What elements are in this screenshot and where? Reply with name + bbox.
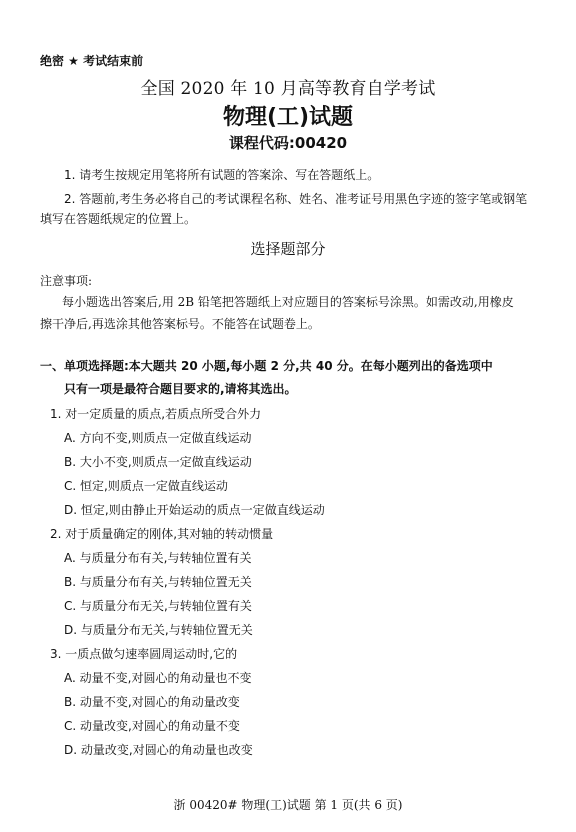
instruction-line: 填写在答题纸规定的位置上。 bbox=[40, 212, 197, 226]
option-label: B. bbox=[64, 695, 77, 709]
exam-title: 全国 2020 年 10 月高等教育自学考试 bbox=[140, 79, 436, 99]
option-text: 与质量分布有关,与转轴位置有关 bbox=[79, 551, 252, 565]
attention-title: 注意事项: bbox=[40, 274, 93, 288]
section-title: 选择题部分 bbox=[250, 240, 326, 258]
option-label: A. bbox=[64, 431, 76, 445]
question-text: 一质点做匀速率圆周运动时,它的 bbox=[65, 647, 238, 661]
answer-option bbox=[64, 693, 240, 710]
option-text: 动量不变,对圆心的角动量改变 bbox=[79, 695, 240, 709]
option-text: 动量不变,对圆心的角动量也不变 bbox=[79, 671, 252, 685]
instruction-line: 2. 答题前,考生务必将自己的考试课程名称、姓名、准考证号用黑色字迹的签字笔或钢笔 bbox=[64, 192, 528, 206]
course-code: 课程代码:00420 bbox=[228, 134, 348, 152]
answer-option bbox=[64, 717, 240, 734]
answer-option bbox=[64, 429, 251, 446]
option-label: B. bbox=[64, 575, 77, 589]
answer-option bbox=[64, 741, 253, 758]
option-text: 恒定,则质点一定做直线运动 bbox=[80, 479, 228, 493]
option-label: B. bbox=[64, 455, 77, 469]
option-text: 恒定,则由静止开始运动的质点一定做直线运动 bbox=[80, 503, 325, 517]
question-number: 1. bbox=[50, 407, 62, 421]
answer-option bbox=[64, 549, 251, 566]
option-text: 大小不变,则质点一定做直线运动 bbox=[79, 455, 252, 469]
answer-option bbox=[64, 573, 252, 590]
attention-line: 每小题选出答案后,用 2B 铅笔把答题纸上对应题目的答案标号涂黑。如需改动,用橡皮 bbox=[62, 295, 514, 309]
part-heading: 只有一项是最符合题目要求的,请将其选出。 bbox=[64, 382, 297, 396]
option-text: 与质量分布无关,与转轴位置无关 bbox=[80, 623, 253, 637]
option-label: A. bbox=[64, 671, 76, 685]
answer-option bbox=[64, 501, 325, 518]
answer-option bbox=[64, 453, 252, 470]
option-label: A. bbox=[64, 551, 76, 565]
attention-line: 擦干净后,再选涂其他答案标号。不能答在试题卷上。 bbox=[40, 317, 320, 331]
question-number: 2. bbox=[50, 527, 62, 541]
option-label: D. bbox=[64, 743, 78, 757]
question-stem bbox=[50, 405, 261, 422]
option-label: C. bbox=[64, 479, 77, 493]
confidential-label: 绝密 ★ 考试结束前 bbox=[40, 54, 144, 68]
answer-option bbox=[64, 597, 252, 614]
option-label: C. bbox=[64, 719, 77, 733]
option-text: 动量改变,对圆心的角动量不变 bbox=[80, 719, 240, 733]
option-text: 与质量分布有关,与转轴位置无关 bbox=[79, 575, 252, 589]
answer-option bbox=[64, 669, 251, 686]
answer-option bbox=[64, 621, 253, 638]
option-text: 动量改变,对圆心的角动量也改变 bbox=[80, 743, 253, 757]
question-text: 对于质量确定的刚体,其对轴的转动惯量 bbox=[65, 527, 274, 541]
question-text: 对一定质量的质点,若质点所受合外力 bbox=[65, 407, 262, 421]
option-text: 方向不变,则质点一定做直线运动 bbox=[79, 431, 252, 445]
option-label: C. bbox=[64, 599, 77, 613]
question-stem bbox=[50, 645, 237, 662]
question-number: 3. bbox=[50, 647, 62, 661]
question-stem bbox=[50, 525, 273, 542]
instruction-line: 1. 请考生按规定用笔将所有试题的答案涂、写在答题纸上。 bbox=[64, 168, 380, 182]
option-text: 与质量分布无关,与转轴位置有关 bbox=[80, 599, 252, 613]
option-label: D. bbox=[64, 623, 78, 637]
page-footer: 浙 00420# 物理(工)试题 第 1 页(共 6 页) bbox=[173, 798, 403, 812]
part-heading: 一、单项选择题:本大题共 20 小题,每小题 2 分,共 40 分。在每小题列出的备选项中 bbox=[40, 359, 493, 373]
subject-title: 物理(工)试题 bbox=[222, 105, 354, 130]
option-label: D. bbox=[64, 503, 78, 517]
answer-option bbox=[64, 477, 228, 494]
